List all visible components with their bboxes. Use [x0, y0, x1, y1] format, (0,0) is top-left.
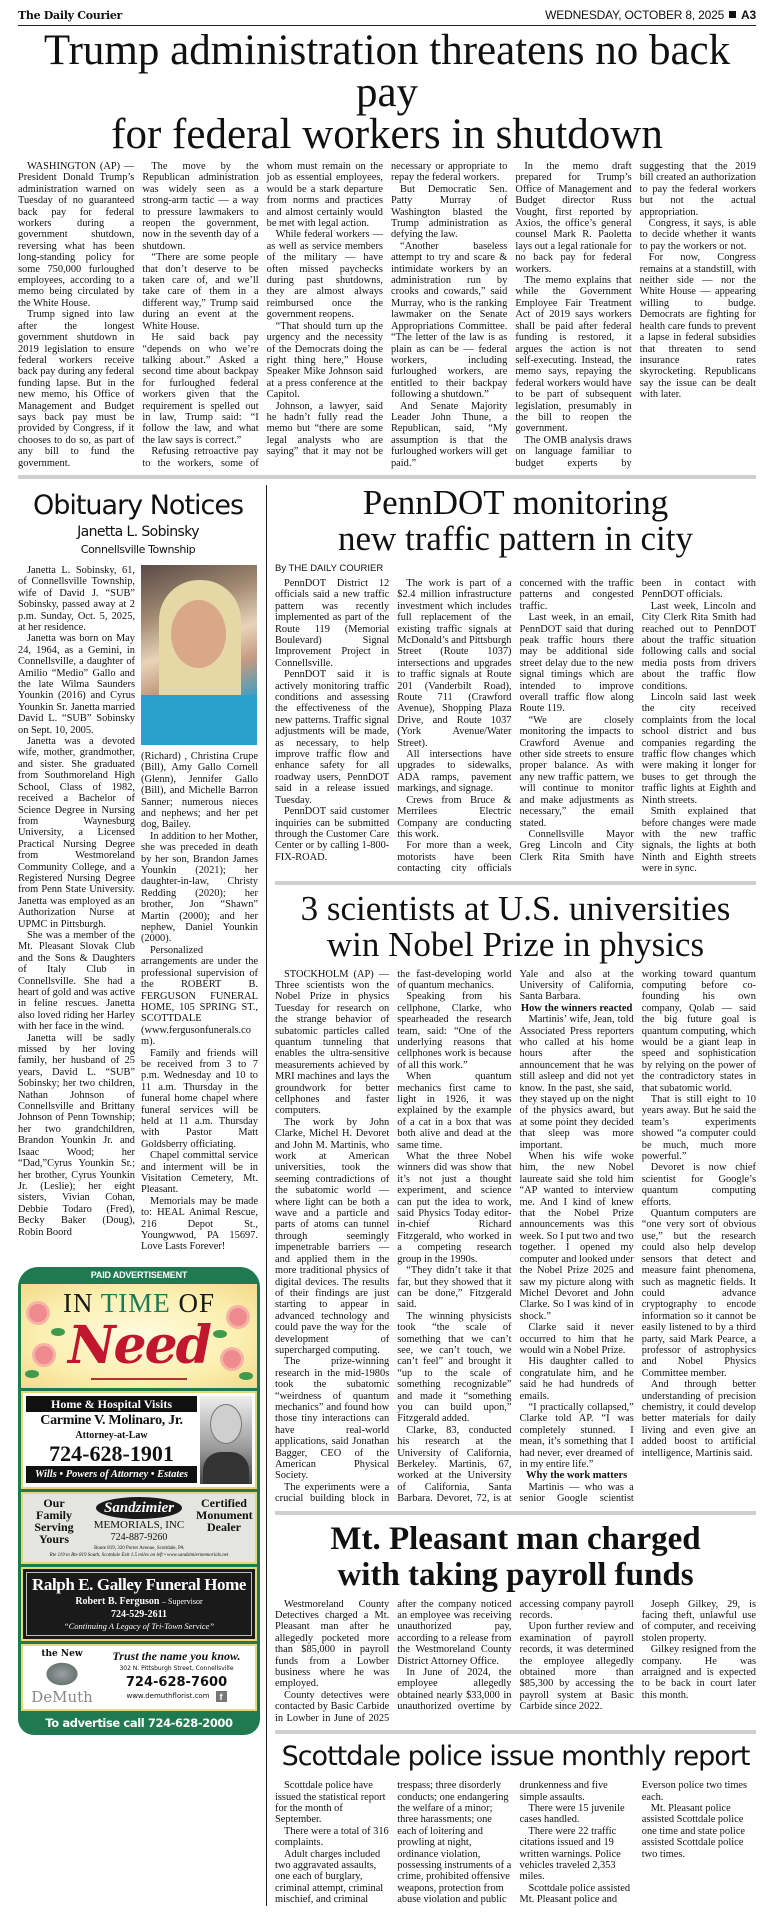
nobel-headline [275, 888, 756, 964]
section-divider [275, 881, 756, 885]
paragraph: County detectives were contacted by Basic Carbide in Lowber in June of 2025 after the company noticed an employee was receiving unauthorized pay, according to a release from the Westmoreland County District Attorney Office. [275, 1598, 512, 1724]
obituary-column [18, 565, 135, 1253]
molinaro-role: Attorney-at-Law [75, 1429, 148, 1441]
headline-line: with taking payroll funds [337, 1556, 694, 1593]
headline-line: win Nobel Prize in physics [326, 924, 705, 964]
molinaro-banner: Home & Hospital Visits [26, 1396, 197, 1412]
paragraph: When his wife woke him, the new Nobel laureate said she told him “AP wanted to interview me. And I kind of knew that the Nobel Prize announcements was this week. So I put two and two together. I opened my computer and looked under the Nobel Prize 2025 and saw my picture along with Michel Devoret and John Clarke. So I was kind of in shock.” [519, 1151, 634, 1322]
molinaro-tagline: Wills • Powers of Attorney • Estates [26, 1466, 197, 1483]
paragraph: All intersections have upgrades to sidewalks, ADA ramps, pavement markings, and signage. [397, 749, 512, 795]
ornament-line [91, 1378, 187, 1380]
paragraph: Joseph Gilkey, 29, is facing theft, unlawful use of computer, and receiving stolen property. [641, 1598, 756, 1644]
paragraph: Janetta L. Sobinsky, 61, of Connellsville Township, wife of David J. “SUB” Sobinsky, passed away at 2 p.m. Sunday, Oct. 5, 2025, at her residence. [18, 564, 135, 633]
trump-article-body [18, 161, 756, 469]
sandzimier-ad [21, 1492, 257, 1564]
galley-motto: “Continuing A Legacy of Tri-Town Service” [63, 1620, 215, 1631]
paragraph: The experiments were a crucial building block in the fast-developing world of quantum mechanics. [275, 968, 512, 1505]
right-column [275, 482, 756, 1906]
penndot-article-body [275, 578, 756, 875]
paragraph: Lincoln said last week the city received complaints from the local school district and bus companies regarding the traffic flow changes which were making it longer for buses to get through the traffic lights at Eighth and Ninth streets. [641, 692, 756, 806]
paragraph: Janetta was a devoted wife, mother, grandmother, and sister. She graduated from Southmoreland High School, Class of 1982, received a Bachelor of Science Degree in Nursing from Waynesburg University, a Licensed Practical Nursing Degree from Westmoreland Community College, and a Registered Nursing Degree from Penn State University. Janetta was employed as an Authorization Nurse at UPMC in Pittsburgh. [18, 736, 135, 930]
paragraph: Upon further review and examination of payroll records, it was determined the employee allegedly obtained more than $85,300 by accessing the payroll system at Basic Carbide since 2022. [519, 1621, 634, 1713]
newspaper-masthead: The Daily Courier [18, 9, 123, 22]
subheading: Why the work matters [526, 1470, 628, 1482]
paragraph: “We are closely monitoring the impacts to Crawford Avenue and other side streets to ensure proper balance. As with any new traffic pattern, we will continue to monitor and make adjustments as necessary,” the email stated. [519, 714, 634, 829]
galley-supervisor: Robert B. Ferguson [75, 1595, 160, 1607]
headline-line: new traffic pattern in city [337, 518, 694, 558]
paragraph: Crews from Bruce & Merrilees Electric Company are conducting this work. [397, 794, 512, 840]
demuth-phone: 724-628-7600 [125, 1674, 228, 1690]
paragraph: (Richard) , Christina Crupe (Bill), Amy Gallo Cornell (Glenn), Jennifer Gallo (Bill), and Michelle Barron Sanner; numerous nieces and nephews; and her pet dog, Bailey. [141, 750, 258, 831]
ad-title: IN TIME OF [62, 1287, 215, 1318]
paragraph: And through better understanding of precision chemistry, it could develop better materials for daily living and even give an added boost to artificial intelligence, Martinis said. [641, 1379, 756, 1459]
headline-line: 3 scientists at U.S. universities [300, 888, 731, 928]
molinaro-ad [21, 1391, 257, 1489]
obituary-body [18, 565, 258, 1253]
paragraph: Westmoreland County Detectives charged a Mt. Pleasant man after he allegedly pocketed more than $85,000 in payroll funds from a Lowber business where he was employed. [275, 1598, 390, 1690]
paragraph: Martinis — who was a senior Google scientist working toward quantum computing before co-founding his own company, Qolab — said the big future goal is quantum computing, which would be a giant leap in speed and sophistication by relying on the power of the contradictory states in that subatomic world. [519, 968, 756, 1505]
demuth-florist-ad [21, 1644, 257, 1711]
paragraph: He said back pay “depends on who we’re talking about.” Asked a second time about backpay for furloughed federal workers given that the requirement is spelled out in law, Trump said: “I follow the law, and what the law says is correct.” [142, 332, 259, 446]
paragraph: Mt. Pleasant police assisted Scottdale police one time and state police assisted Scottdale police two times. [641, 1802, 746, 1860]
paid-advertisement-label: PAID ADVERTISEMENT [90, 1269, 188, 1280]
demuth-website: www.demuthflorist.com [126, 1691, 210, 1700]
sandzimier-phone: 724-887-9260 [110, 1531, 168, 1543]
demuth-address: 302 N. Pittsburgh Street, Connellsville [119, 1664, 234, 1672]
headline-line: Trump administration threatens no back pay [43, 27, 731, 116]
paragraph: Refusing retroactive pay to the workers, some of whom must remain on the job as essential employees, would be a stark departure from norms and practices and almost certainly would be met with legal action. [142, 161, 383, 469]
paragraph: “I practically collapsed,” Clarke told AP. “I was completely stunned. I mean, it’s something that I had never, ever dreamed of in my entire life.” [519, 1401, 634, 1470]
section-divider [275, 1730, 756, 1734]
in-time-of-need-banner [21, 1284, 257, 1388]
paragraph: The OMB analysis draws on language familiar to budget experts by suggesting that the 2019 bill created an authorization to pay the federal workers but not the actual appropriation. [515, 161, 756, 469]
dateline [545, 8, 756, 22]
scottdale-headline: Scottdale police issue monthly report [281, 1741, 750, 1773]
nobel-article-body [275, 969, 756, 1505]
paragraph: Trump signed into law after the longest government shutdown in 2019 legislation to ensure federal workers receive back pay during any federal funding lapse. But in the new memo, his Office of Management and Budget says back pay must be provided by Congress, if it chooses to do so, as part of any bill to fund the government. [18, 309, 135, 469]
paragraph: There were 15 juvenile cases handled. [519, 1802, 625, 1826]
paragraph: For more than a week, motorists have been contacting city officials concerned with the traffic patterns and congested traffic. [397, 577, 634, 875]
paragraph: Johnson, a lawyer, said he hadn’t fully read the memo but “there are some legal analysts who are saying” that it may not be necessary or appropriate to repay the federal workers. [266, 161, 508, 458]
paragraph: Congress, it says, is able to decide whether it wants to pay the workers or not. [639, 218, 756, 252]
paragraph: The work is part of a $2.4 million infrastructure investment which includes full replacement of the existing traffic signals at McDonald’s and Pittsburgh Street (Route 1037) intersections and upgrades to traffic signals at Route 201 (Vanderbilt Road), Route 711 (Crawford Avenue), Shopping Plaza Drive, and Route 1037 (York Avenue/Water Street). [397, 577, 512, 749]
paragraph: Personalized arrangements are under the professional supervision of the ROBERT B. FERGUSON FUNERAL HOME, 105 SPRING ST., SCOTTDALE (www.fergusonfunerals.com). [141, 944, 258, 1048]
paragraph: In the memo draft prepared for Trump’s Office of Management and Budget director Russ Vought, first reported by Axios, the office’s general counsel Mark R. Paoletta lays out a legal rationale for no back pay for federal workers. [515, 161, 632, 275]
paragraph: In addition to her Mother, she was preceded in death by her son, Brandon James Younkin (2021); her daughter-in-law, Christy Redding (2020); her brother, Jon “Shawn” Martin (2000); and her nephew, Daniel Younkin (2000). [141, 830, 258, 945]
paragraph: Scottdale police have issued the statistical report for the month of September. [275, 1780, 386, 1826]
galley-supervisor-title: – Supervisor [162, 1596, 203, 1606]
paragraph: Janetta was born on May 24, 1964, as a Gemini, in Connellsville, a daughter of Amilio “Medio” Gallo and the late Wilma Saunders Younkin (2016) and Cyrus Younkin Sr. Janetta married David L. “SUB” Sobinsky on Sept. 10, 2005. [18, 633, 135, 736]
sandzimier-directions: Rte 119 to Rte 819 South, Scottdale Exit 1.5 miles on left • www.sandzimiermemorials.net [49, 1552, 229, 1558]
obituary-photo [141, 565, 257, 745]
paragraph: When quantum mechanics first came to light in 1926, it was explained by the example of a cat in a box that was both alive and dead at the same time. [397, 1071, 512, 1151]
paragraph: Smith explained that before changes were made with the new traffic signals, the lights at both Ninth and Eighth streets were in sync. [641, 806, 756, 875]
issue-date: WEDNESDAY, OCTOBER 8, 2025 [545, 8, 725, 22]
left-column [18, 485, 258, 1735]
paragraph: Clarke said it never occurred to him that he would win a Nobel Prize. [519, 1322, 634, 1356]
column-divider [266, 485, 267, 1906]
molinaro-name: Carmine V. Molinaro, Jr. [40, 1412, 183, 1428]
byline: By THE DAILY COURIER [275, 562, 384, 574]
in-time-of-need-advertisement [18, 1267, 260, 1735]
sandzimier-certified: Certified Monument Dealer [196, 1495, 253, 1534]
demuth-the-new: the New [41, 1648, 83, 1659]
paragraph: STOCKHOLM (AP) — Three scientists won the Nobel Prize in physics Tuesday for research on the strange behavior of subatomic particles called quantum tunneling that enables the ultra-sensitive measurements achieved by MRI machines and lays the groundwork for better cellphones and faster computers. [275, 968, 390, 1117]
paragraph: “That should turn up the urgency and the necessity of the Democrats doing the right thing here,” House Speaker Mike Johnson said at a press conference at the Capitol. [266, 320, 383, 401]
obituary-column [141, 565, 258, 1253]
paragraph: Clarke, 83, conducted his research at the University of California, Berkeley. Martinis, 67, worked at the University of California, Santa Barbara. Devoret, 72, is at Yale and also at the University of California, Santa Barbara. [397, 968, 634, 1505]
penndot-headline [275, 482, 756, 558]
sandzimier-logo: Sandzimier [96, 1497, 182, 1519]
advertise-phone-footer: To advertise call 724-628-2000 [45, 1715, 233, 1730]
paragraph: PennDOT said customer inquiries can be submitted through the Customer Care Center or by calling 1-800-FIX-ROAD. [275, 806, 390, 863]
subheading: How the winners reacted [520, 1002, 633, 1014]
paragraph: Gilkey resigned from the company. He was arraigned and is expected to be back in court later this month. [641, 1644, 756, 1701]
scottdale-article-body [275, 1780, 756, 1905]
paragraph: PennDOT said it is actively monitoring traffic conditions and assessing the effectiveness of the new patterns. Traffic signal adjustments will be made, as necessary, to help improve traffic flow and enhance safety for all roadway users, PennDOT said in a release issued Tuesday. [275, 669, 390, 806]
paragraph: Family and friends will be received from 3 to 7 p.m. Wednesday and 10 to 11 a.m. Thursday in the funeral home chapel where funeral services will be held at 11 a.m. Thursday with Pastor Matt Goldsberry officiating. [141, 1047, 258, 1150]
paragraph: Adult charges included two aggravated assaults, one each of burglary, criminal attempt, criminal mischief, and criminal trespass; three disorderly conducts; one endangering the welfare of a minor; three harassments; one each of loitering and prowling at night, ordinance violation, possessing instruments of a crime, prohibited offensive weapons, protection from abuse violation and public drunkenness and five simple assaults. [275, 1780, 608, 1906]
paragraph: What the three Nobel winners did was show that it’s not just a thought experiment, and science can put the idea to work, said Physics Today editor-in-chief Richard Fitzgerald, who worked in a competing research group in the 1990s. [397, 1151, 512, 1265]
galley-funeral-home-ad [21, 1567, 257, 1641]
galley-name: Ralph E. Galley Funeral Home [31, 1574, 247, 1594]
molinaro-phone: 724-628-1901 [49, 1440, 174, 1466]
headline-line: for federal workers in shutdown [111, 111, 663, 158]
molinaro-photo [200, 1396, 252, 1484]
demuth-slogan: Trust the name you know. [112, 1648, 241, 1663]
paragraph: While federal workers — as well as service members of the military — have often missed paychecks during past shutdowns, they are almost always reimbursed once the government reopens. [266, 229, 383, 321]
paragraph: “There are some people that don’t deserve to be taken care of, and we’ll take care of them in a different way,” Trump said during an event at the White House. [142, 252, 259, 332]
paragraph: “Another baseless attempt to try and scare & intimidate workers by an administration run by crooks and cowards,” said Murray, who is the ranking lawmaker on the Senate Appropriations Committee. “The letter of the law is as plain as can be — federal workers, including furloughed workers, are entitled to their backpay following a shutdown.” [390, 240, 508, 401]
headline-line: Mt. Pleasant man charged [330, 1520, 701, 1557]
paragraph: Last week, Lincoln and City Clerk Rita Smith had reached out to PennDOT about the traffic situation following calls and social media posts from drivers about the traffic flow conditions. [641, 600, 756, 692]
paragraph: Scottdale police assisted Mt. Pleasant police and Everson police two times each. [519, 1780, 748, 1906]
paragraph: That is still eight to 10 years away. But he said the team’s experiments showed “a computer could be much, much more powerful.” [641, 1094, 756, 1163]
paragraph: Last week, in an email, PennDOT said that during peak traffic hours there may be additional side street delay due to the new signal timings which are intended to improve overall traffic flow along Route 119. [519, 612, 634, 715]
paragraph: WASHINGTON (AP) — President Donald Trump’s administration warned on Tuesday of no guaranteed back pay for federal workers during a government shutdown, reversing what has been long-standing policy for some 750,000 furloughed employees, according to a memo being circulated by the White House. [18, 161, 135, 309]
paragraph: In June of 2024, the employee allegedly obtained nearly $33,000 in unauthorized overtime by accessing company payroll records. [397, 1598, 634, 1713]
paragraph: Memorials may be made to: HEAL Animal Rescue, 216 Depot St., Youngwwod, PA 15697. Love Lasts Forever! [141, 1195, 258, 1253]
paragraph: Speaking from his cellphone, Clarke, who spearheaded the research team, said: “One of the underlying reasons that cellphones work is because of all this work.” [397, 991, 512, 1071]
flower-bouquet-icon [44, 1661, 80, 1687]
paragraph: Quantum computers are “one very sort of obvious use,” but the research could also help develop sensors that detect and measure faint phenomena, such as magnetic fields. It could advance cryptography to encode information so it cannot be easily listened to by a third party, said Mark Pearce, a professor of astrophysics and Nobel Physics Committee member. [641, 1208, 756, 1379]
paragraph: Janetta will be sadly missed by her loving family, her husband of 25 years, David L. “SUB” Sobinsky; her two children, Nathan Johnson of Connellsville and Brittany Johnson of Penn Township; her two grandchildren, Brandon Younkin Jr. and Isaac Wood; her “Dad,”Cyrus Younkin Sr.; her brother, Cyrus Younkin Jr. (Leslie); her eight sisters, Vivian Cohan, Debbie Todaro (Fred), Becky Baker (Doug), Robin Boord [18, 1032, 135, 1238]
page-header [18, 8, 756, 26]
galley-phone: 724-529-2611 [110, 1608, 168, 1620]
paragraph: For now, Congress remains at a standstill, with neither side — nor the White House — appearing willing to budge. Democrats are fighting for health care funds to prevent a lapse in federal subsidies that threaten to send insurance rates skyrocketing. Republicans say the issue can be dealt with later. [639, 252, 756, 401]
square-bullet-icon [729, 11, 736, 18]
sandzimier-slogan: Our Family Serving Yours [34, 1495, 74, 1546]
section-divider [275, 1511, 756, 1515]
paragraph: The memo explains that while the Government Employee Fair Treatment Act of 2019 says workers shall be paid after federal funding is restored, it argues the action is not self-executing. Instead, the memo says, repaying the federal workers would have to be part of subsequent legislation, presumably in the bill to reopen the government. [515, 275, 632, 435]
obituary-township: Connellsville Township [80, 542, 196, 556]
demuth-logo: DeMuth [31, 1687, 93, 1706]
mt-pleasant-headline [275, 1521, 756, 1593]
obituary-name: Janetta L. Sobinsky [77, 523, 199, 540]
paragraph: Devoret is now chief scientist for Google’s quantum computing efforts. [641, 1162, 756, 1208]
mt-pleasant-article-body [275, 1599, 756, 1724]
paragraph: She was a member of the Mt. Pleasant Slovak Club and the Sons & Daughters of Italy Club in Connellsville. She had a heart of gold and was active in feline rescues. Janetta also loved riding her Harley with her face in the wind. [18, 929, 135, 1033]
headline-line: PennDOT monitoring [362, 482, 669, 522]
paragraph: Chapel committal service and interment will be in Visitation Cemetery, Mt. Pleasant. [141, 1150, 258, 1196]
paragraph: His daughter called to congratulate him, and he said he had hundreds of emails. [519, 1356, 634, 1402]
paragraph: PennDOT District 12 officials said a new traffic pattern was recently implemented as part of the Route 119 (Memorial Boulevard) Signal Improvement Project in Connellsville. [275, 577, 390, 669]
facebook-icon: f [216, 1691, 227, 1702]
sandzimier-address: Route 819, 320 Porter Avenue, Scottdale, PA [94, 1545, 184, 1551]
paragraph: The work by John Clarke, Michel H. Devoret and John M. Martinis, who work at American universities, took the seeming contradictions of the subatomic world — where light can be both a wave and a particle and parts of atoms can tunnel through seemingly impenetrable barriers — and applied them in the more traditional physics of digital devices. The results of their findings are just starting to appear in advanced technology and could pave the way for the development of supercharged computing. [275, 1116, 390, 1356]
lower-section [18, 482, 756, 1906]
paragraph: The prize-winning research in the mid-1980s took the subatomic “weirdness of quantum mechanics” and found how those tiny interactions can have real-world applications, said Jonathan Bagger, CEO of the American Physical Society. [275, 1356, 390, 1482]
paragraph: The move by the Republican administration was widely seen as a strong-arm tactic — a way to pressure lawmakers to reopen the government, now in the seventh day of a shutdown. [142, 161, 259, 252]
obituary-section-title: Obituary Notices [32, 489, 244, 521]
paragraph: Martinis’ wife, Jean, told Associated Press reporters who called at his home hours after the announcement that he was still asleep and did not yet know. In the past, she said, they stayed up on the night of the physics award, but at some point they decided that sleep was more important. [519, 1014, 634, 1151]
paragraph: But Democratic Sen. Patty Murray of Washington blasted the Trump administration as defying the law. [390, 183, 508, 241]
page-number: A3 [741, 8, 756, 22]
paragraph: The winning physicists took “the scale of something that we can’t see, we can’t touch, we can’t feel” and brought it “up to the scale of something recognizable” and made it “something you can build upon,” Fitzgerald added. [397, 1310, 512, 1425]
sandzimier-company: MEMORIALS, INC [93, 1518, 185, 1531]
ad-title-need: Need [67, 1314, 211, 1376]
paragraph: And Senate Majority Leader John Thune, a Republican, said, “My assumption is that the furloughed workers will get paid.” [390, 400, 508, 469]
paragraph: Connellsville Mayor Greg Lincoln and City Clerk Rita Smith have been in contact with PennDOT officials. [519, 577, 756, 863]
paragraph: There were a total of 316 complaints. [275, 1825, 389, 1849]
trump-headline [18, 27, 756, 158]
paragraph: There were 22 traffic citations issued and 19 written warnings. Police vehicles traveled 2,353 miles. [519, 1825, 621, 1883]
paragraph: “They didn’t take it that far, but they showed that it can be done,” Fitzgerald said. [397, 1265, 512, 1311]
section-divider [18, 475, 756, 479]
